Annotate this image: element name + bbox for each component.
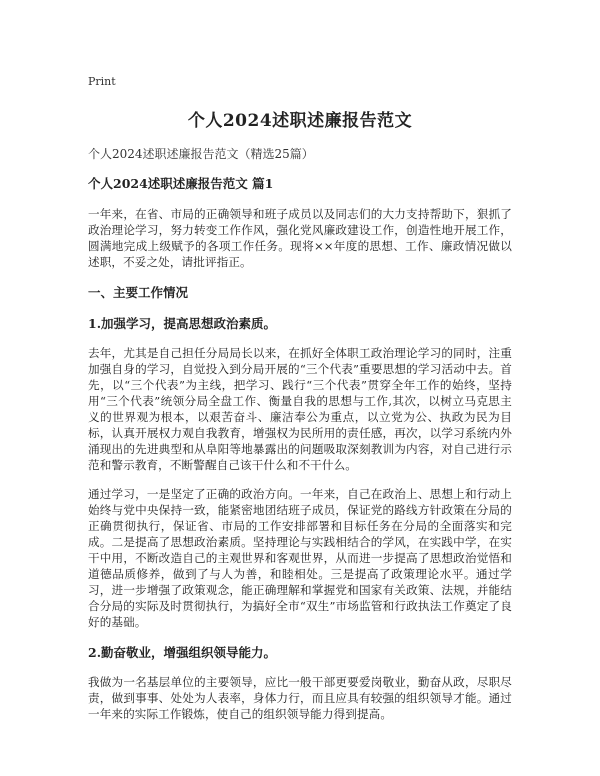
print-link[interactable]: Print [88,75,116,88]
intro-paragraph: 一年来，在省、市局的正确领导和班子成员以及同志们的大力支持帮助下，狠抓了政治理论学习，努力转变工作作风，强化党风廉政建设工作，创造性地开展工作，圆满地完成上级赋予的各项工作任务。现将××年度的思想、工作、廉政情况做以述职，不妥之处，请批评指正。 [88,207,512,269]
document-subtitle: 个人2024述职述廉报告范文（精选25篇） [88,147,314,161]
article-title: 个人2024述职述廉报告范文 篇1 [88,176,274,191]
subheading-leadership: 2.勤奋敬业，增强组织领导能力。 [88,645,277,660]
page-title: 个人2024述职述廉报告范文 [187,111,413,131]
study-paragraph-2: 通过学习，一是坚定了正确的政治方向。一年来，自己在政治上、思想上和行动上始终与党中央保持一致，能紧密地团结班子成员，保证党的路线方针政策在分局的正确贯彻执行，保证省、市局的工作安排部署和目标任务在分局的全面落实和完成。二是提高了思想政治素质。坚持理论与实践相结合的学风，在实践中学，在实干中用，不断改造自己的主观世界和客观世界，从而进一步提高了思想政治觉悟和道德品质修养，做到了与人为善，和睦相处。三是提高了政策理论水平。通过学习，进一步增强了政策观念，能正确理解和掌握党和国家有关政策、法规，并能结合分局的实际及时贯彻执行，为搞好全市“双生”市场监管和行政执法工作奠定了良好的基础。 [88,487,512,629]
subheading-study: 1.加强学习，提高思想政治素质。 [88,316,277,331]
leadership-paragraph-1: 我做为一名基层单位的主要领导，应比一般干部更要爱岗敬业，勤奋从政，尽职尽责，做到事事、处处为人表率，身体力行，而且应具有较强的组织领导才能。通过一年来的实际工作锻炼，使自己的组织领导能力得到提高。 [88,675,512,721]
section-heading-main-work: 一、主要工作情况 [88,285,189,300]
study-paragraph-1: 去年，尤其是自己担任分局局长以来，在抓好全体职工政治理论学习的同时，注重加强自身的学习，自觉投入到分局开展的“三个代表”重要思想的学习活动中去。首先，以“三个代表”为主线，把学习、践行“三个代表”贯穿全年工作的始终，坚持用“三个代表”统领分局全盘工作、衡量自我的思想与工作,其次，以树立马克思主义的世界观为根本，以艰苦奋斗、廉洁奉公为重点，以立党为公、执政为民为目标，认真开展权力观自我教育，增强权为民所用的责任感，再次，以学习系统内外涌现出的先进典型和从阜阳等地暴露出的问题吸取深刻教训为内容，对自己进行示范和警示教育，不断警醒自己该干什么和不干什么。 [88,346,512,472]
